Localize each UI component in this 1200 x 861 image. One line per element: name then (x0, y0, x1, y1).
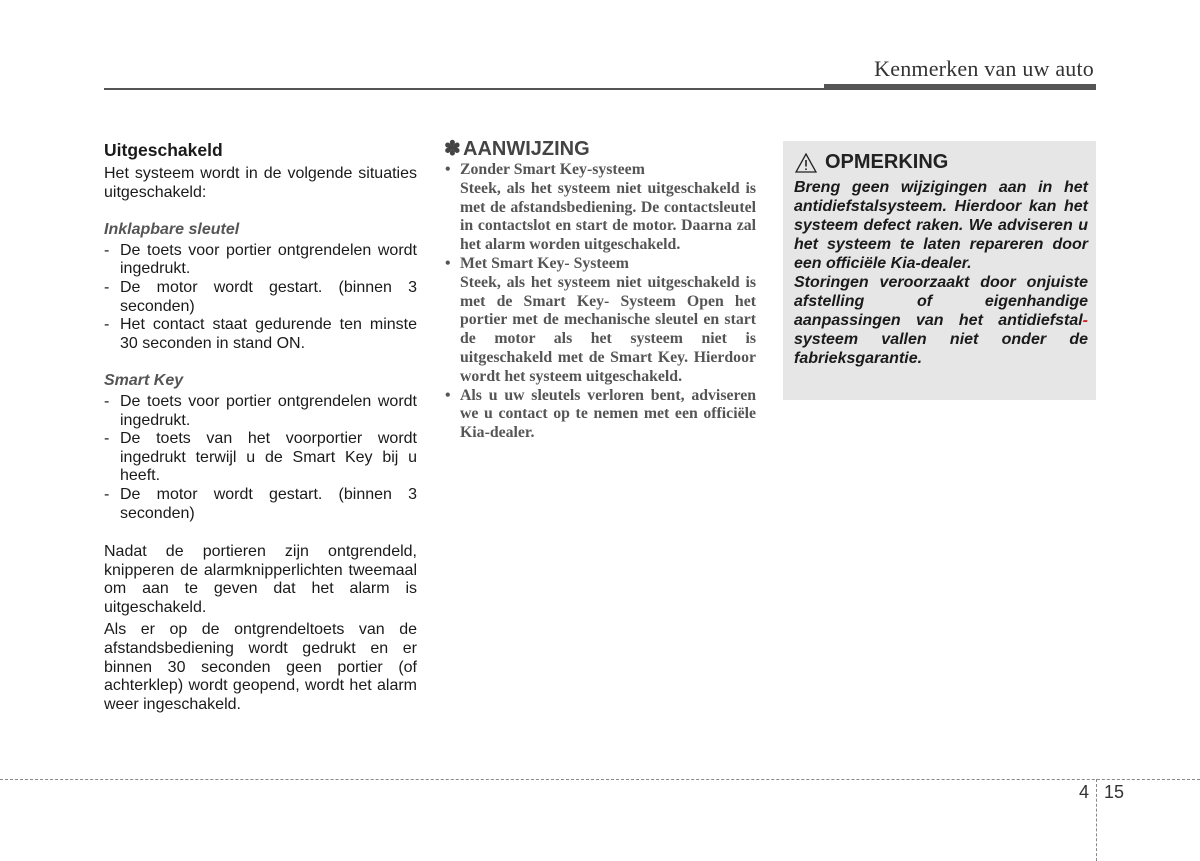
list-item: - De motor wordt gestart. (binnen 3 seconden) (104, 485, 417, 522)
page-header-title: Kenmerken van uw auto (874, 56, 1094, 81)
chapter-number: 4 (1079, 782, 1090, 802)
list-item: - De toets voor portier ontgrendelen wordt ingedrukt. (104, 241, 417, 278)
subsection-title-folding-key: Inklapbare sleutel (104, 221, 240, 239)
main-column (104, 139, 417, 714)
note-item-text: Steek, als het systeem niet uitgeschakeld is met de afstandsbediening. De contactsleutel in contactslot en start de motor. Daarna zal het alarm worden uitgeschakeld. (460, 179, 756, 254)
note-list (444, 161, 756, 443)
intro-text: Het systeem wordt in de volgende situaties uitgeschakeld: (104, 165, 417, 201)
note-item-text: Steek, als het systeem niet uitgeschakeld is met de Smart Key- Systeem Open het portier met de mechanische sleutel en start de motor als het systeem niet is uitgeschakeld met de Smart Key. Hierdoor wordt het systeem uitgeschakeld. (460, 273, 756, 385)
subsection-title-smart-key: Smart Key (104, 372, 184, 390)
caution-paragraph: Storingen veroorzaakt door onjuiste afstelling of eigenhandige aanpassingen van het antidiefstal- systeem vallen niet onder de fabrieksgarantie. (794, 274, 1088, 367)
folding-key-list (104, 242, 417, 354)
list-item: - De motor wordt gestart. (binnen 3 seconden) (104, 278, 417, 315)
paragraph-alarm-lights: Nadat de portieren zijn ontgrendeld, knipperen de alarmknipperlichten tweemaal om aan te geven dat het alarm is uitgeschakeld. (104, 543, 417, 616)
header-rule-accent (824, 84, 1096, 90)
note-column (444, 137, 756, 443)
asterisk-icon: ✽ (444, 138, 461, 160)
smart-key-list (104, 393, 417, 523)
note-item-title: Zonder Smart Key-systeem (460, 161, 645, 178)
note-item (444, 161, 756, 255)
bullet-icon: • (445, 254, 451, 272)
bullet-icon: • (445, 386, 451, 404)
note-item (444, 255, 756, 387)
list-item: - De toets van het voorportier wordt ingedrukt terwijl u de Smart Key bij u heeft. (104, 430, 417, 485)
note-item (444, 387, 756, 443)
note-item-text: Als u uw sleutels verloren bent, adviseren we u contact op te nemen met een officiële Kia-dealer. (460, 386, 756, 442)
section-heading: Uitgeschakeld (104, 140, 223, 160)
header-rule (104, 88, 824, 90)
footer-divider (0, 779, 1200, 780)
list-item: - De toets voor portier ontgrendelen wordt ingedrukt. (104, 392, 417, 429)
note-title: AANWIJZING (463, 138, 590, 160)
caution-heading (795, 151, 948, 174)
caution-paragraph: Breng geen wijzigingen aan in het antidiefstalsysteem. Hierdoor kan het systeem defect raken. We adviseren u het systeem te laten repareren door een officiële Kia-dealer. (794, 179, 1088, 272)
paragraph-rearm: Als er op de ontgrendeltoets van de afstandsbediening wordt gedrukt en er binnen 30 seconden geen portier (of achterklep) wordt geopend, wordt het alarm weer ingeschakeld. (104, 621, 417, 713)
footer-vertical-divider (1096, 779, 1097, 861)
warning-triangle-icon (795, 153, 817, 173)
caution-title: OPMERKING (825, 151, 949, 173)
note-item-title: Met Smart Key- Systeem (460, 254, 629, 272)
red-hyphen: - (1082, 312, 1088, 329)
list-item: - Het contact staat gedurende ten minste 30 seconden in stand ON. (104, 316, 417, 352)
note-heading (444, 137, 756, 161)
caution-text (794, 178, 1088, 368)
page-number: 15 (1104, 782, 1125, 802)
bullet-icon: • (445, 161, 451, 178)
